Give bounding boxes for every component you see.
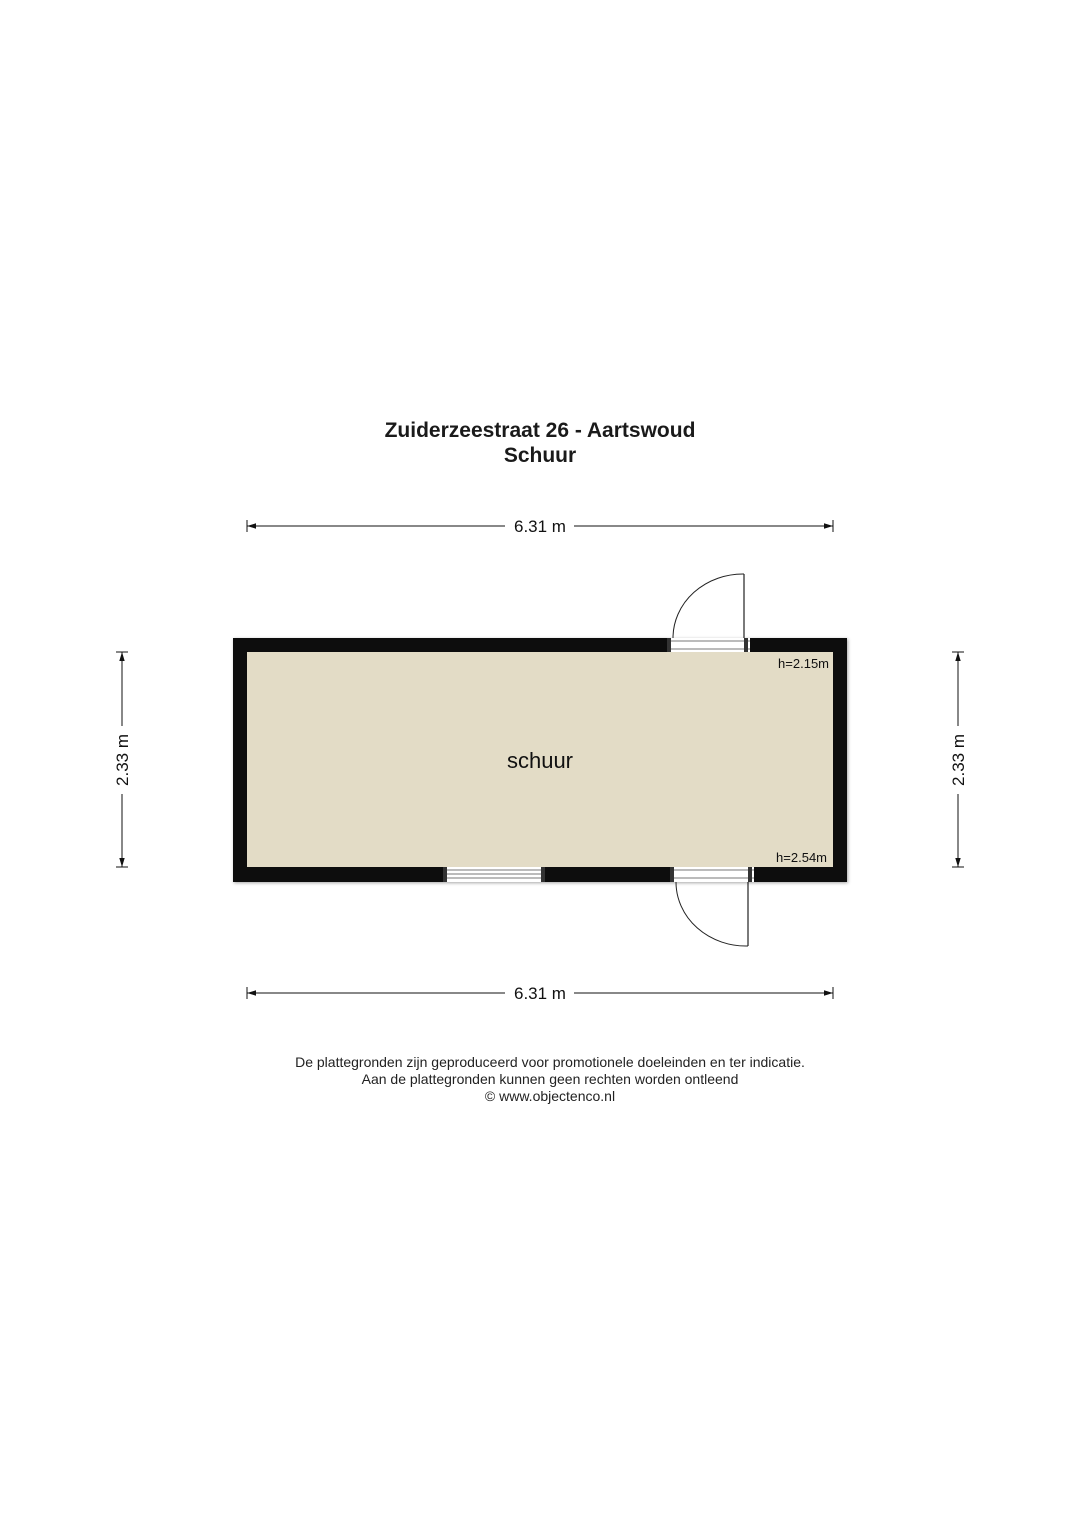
copyright-notice: © www.objectenco.nl (484, 1088, 616, 1104)
disclaimer-line-1: De plattegronden zijn geproduceerd voor promotionele doeleinden en ter indicatie. (295, 1054, 805, 1070)
room-name-label: schuur (506, 748, 574, 773)
room-height-top-label: h=2.15m (778, 656, 829, 671)
dimension-right-label: 2.33 m (949, 734, 968, 786)
dimension-bottom (247, 984, 833, 1003)
door-top (667, 574, 750, 652)
dimension-left (113, 652, 132, 867)
plan-title-building: Schuur (503, 444, 577, 467)
window-bottom (443, 867, 545, 882)
plan-title-address: Zuiderzeestraat 26 - Aartswoud (384, 419, 696, 442)
dimension-right (949, 652, 968, 867)
dimension-top-label: 6.31 m (514, 517, 566, 536)
room-height-bottom-label: h=2.54m (776, 850, 827, 865)
dimension-left-label: 2.33 m (113, 734, 132, 786)
disclaimer-line-2: Aan de plattegronden kunnen geen rechten worden ontleend (361, 1071, 739, 1087)
door-bottom (670, 867, 754, 946)
dimension-top (247, 517, 833, 536)
dimension-bottom-label: 6.31 m (514, 984, 566, 1003)
